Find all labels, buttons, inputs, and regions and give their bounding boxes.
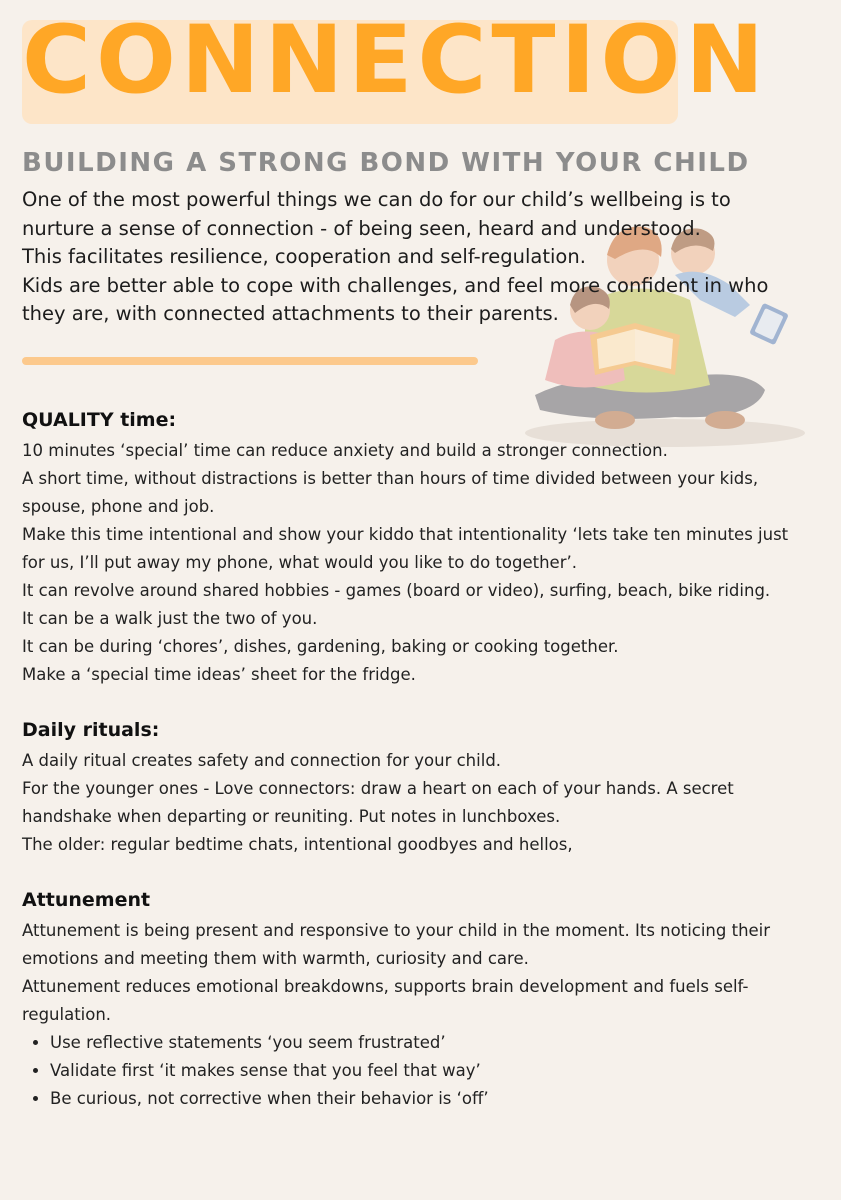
daily-rituals-section: [22, 717, 822, 859]
page-title: CONNECTION: [22, 6, 770, 115]
daily-rituals-line: handshake when departing or reuniting. Put notes in lunchboxes.: [22, 807, 561, 826]
quality-time-line: It can be a walk just the two of you.: [22, 609, 318, 628]
quality-time-line: 10 minutes ‘special’ time can reduce anxiety and build a stronger connection.: [22, 441, 668, 460]
attunement-section: [22, 887, 822, 1113]
quality-time-line: Make this time intentional and show your kiddo that intentionality ‘lets take ten minutes just: [22, 525, 789, 544]
attunement-bullet: • Use reflective statements ‘you seem frustrated’: [50, 1029, 822, 1057]
attunement-line: regulation.: [22, 1005, 112, 1024]
attunement-line: Attunement is being present and responsive to your child in the moment. Its noticing their: [22, 921, 771, 940]
daily-rituals-line: The older: regular bedtime chats, intentional goodbyes and hellos,: [22, 835, 573, 854]
intro-line: they are, with connected attachments to their parents.: [22, 302, 559, 325]
intro-line: This facilitates resilience, cooperation and self-regulation.: [22, 245, 586, 268]
attunement-bullet: • Be curious, not corrective when their behavior is ‘off’: [50, 1085, 822, 1113]
quality-time-line: It can be during ‘chores’, dishes, gardening, baking or cooking together.: [22, 637, 619, 656]
quality-time-line: It can revolve around shared hobbies - games (board or video), surfing, beach, bike riding.: [22, 581, 771, 600]
daily-rituals-heading: Daily rituals:: [22, 719, 160, 741]
attunement-line: emotions and meeting them with warmth, curiosity and care.: [22, 949, 529, 968]
intro-line: One of the most powerful things we can do for our child’s wellbeing is to: [22, 188, 731, 211]
quality-time-line: A short time, without distractions is better than hours of time divided between your kids,: [22, 469, 759, 488]
intro-line: nurture a sense of connection - of being seen, heard and understood.: [22, 216, 701, 240]
attunement-bullet: • Validate first ‘it makes sense that you feel that way’: [50, 1057, 822, 1085]
intro-paragraph: [22, 186, 822, 329]
quality-time-section: [22, 407, 822, 689]
intro-line: Kids are better able to cope with challenges, and feel more confident in who: [22, 273, 769, 297]
attunement-heading: Attunement: [22, 889, 151, 911]
daily-rituals-line: For the younger ones - Love connectors: draw a heart on each of your hands. A secret: [22, 779, 734, 798]
main-content: [22, 407, 822, 1141]
page-subtitle: BUILDING A STRONG BOND WITH YOUR CHILD: [22, 148, 750, 178]
quality-time-heading: QUALITY time:: [22, 409, 177, 431]
attunement-line: Attunement reduces emotional breakdowns, supports brain development and fuels self-: [22, 977, 749, 996]
quality-time-line: for us, I’ll put away my phone, what would you like to do together’.: [22, 553, 577, 572]
daily-rituals-line: A daily ritual creates safety and connection for your child.: [22, 751, 502, 770]
attunement-bullet-list: [22, 1029, 822, 1113]
section-divider: [22, 357, 478, 365]
quality-time-line: spouse, phone and job.: [22, 497, 215, 516]
quality-time-line: Make a ‘special time ideas’ sheet for the fridge.: [22, 665, 416, 684]
